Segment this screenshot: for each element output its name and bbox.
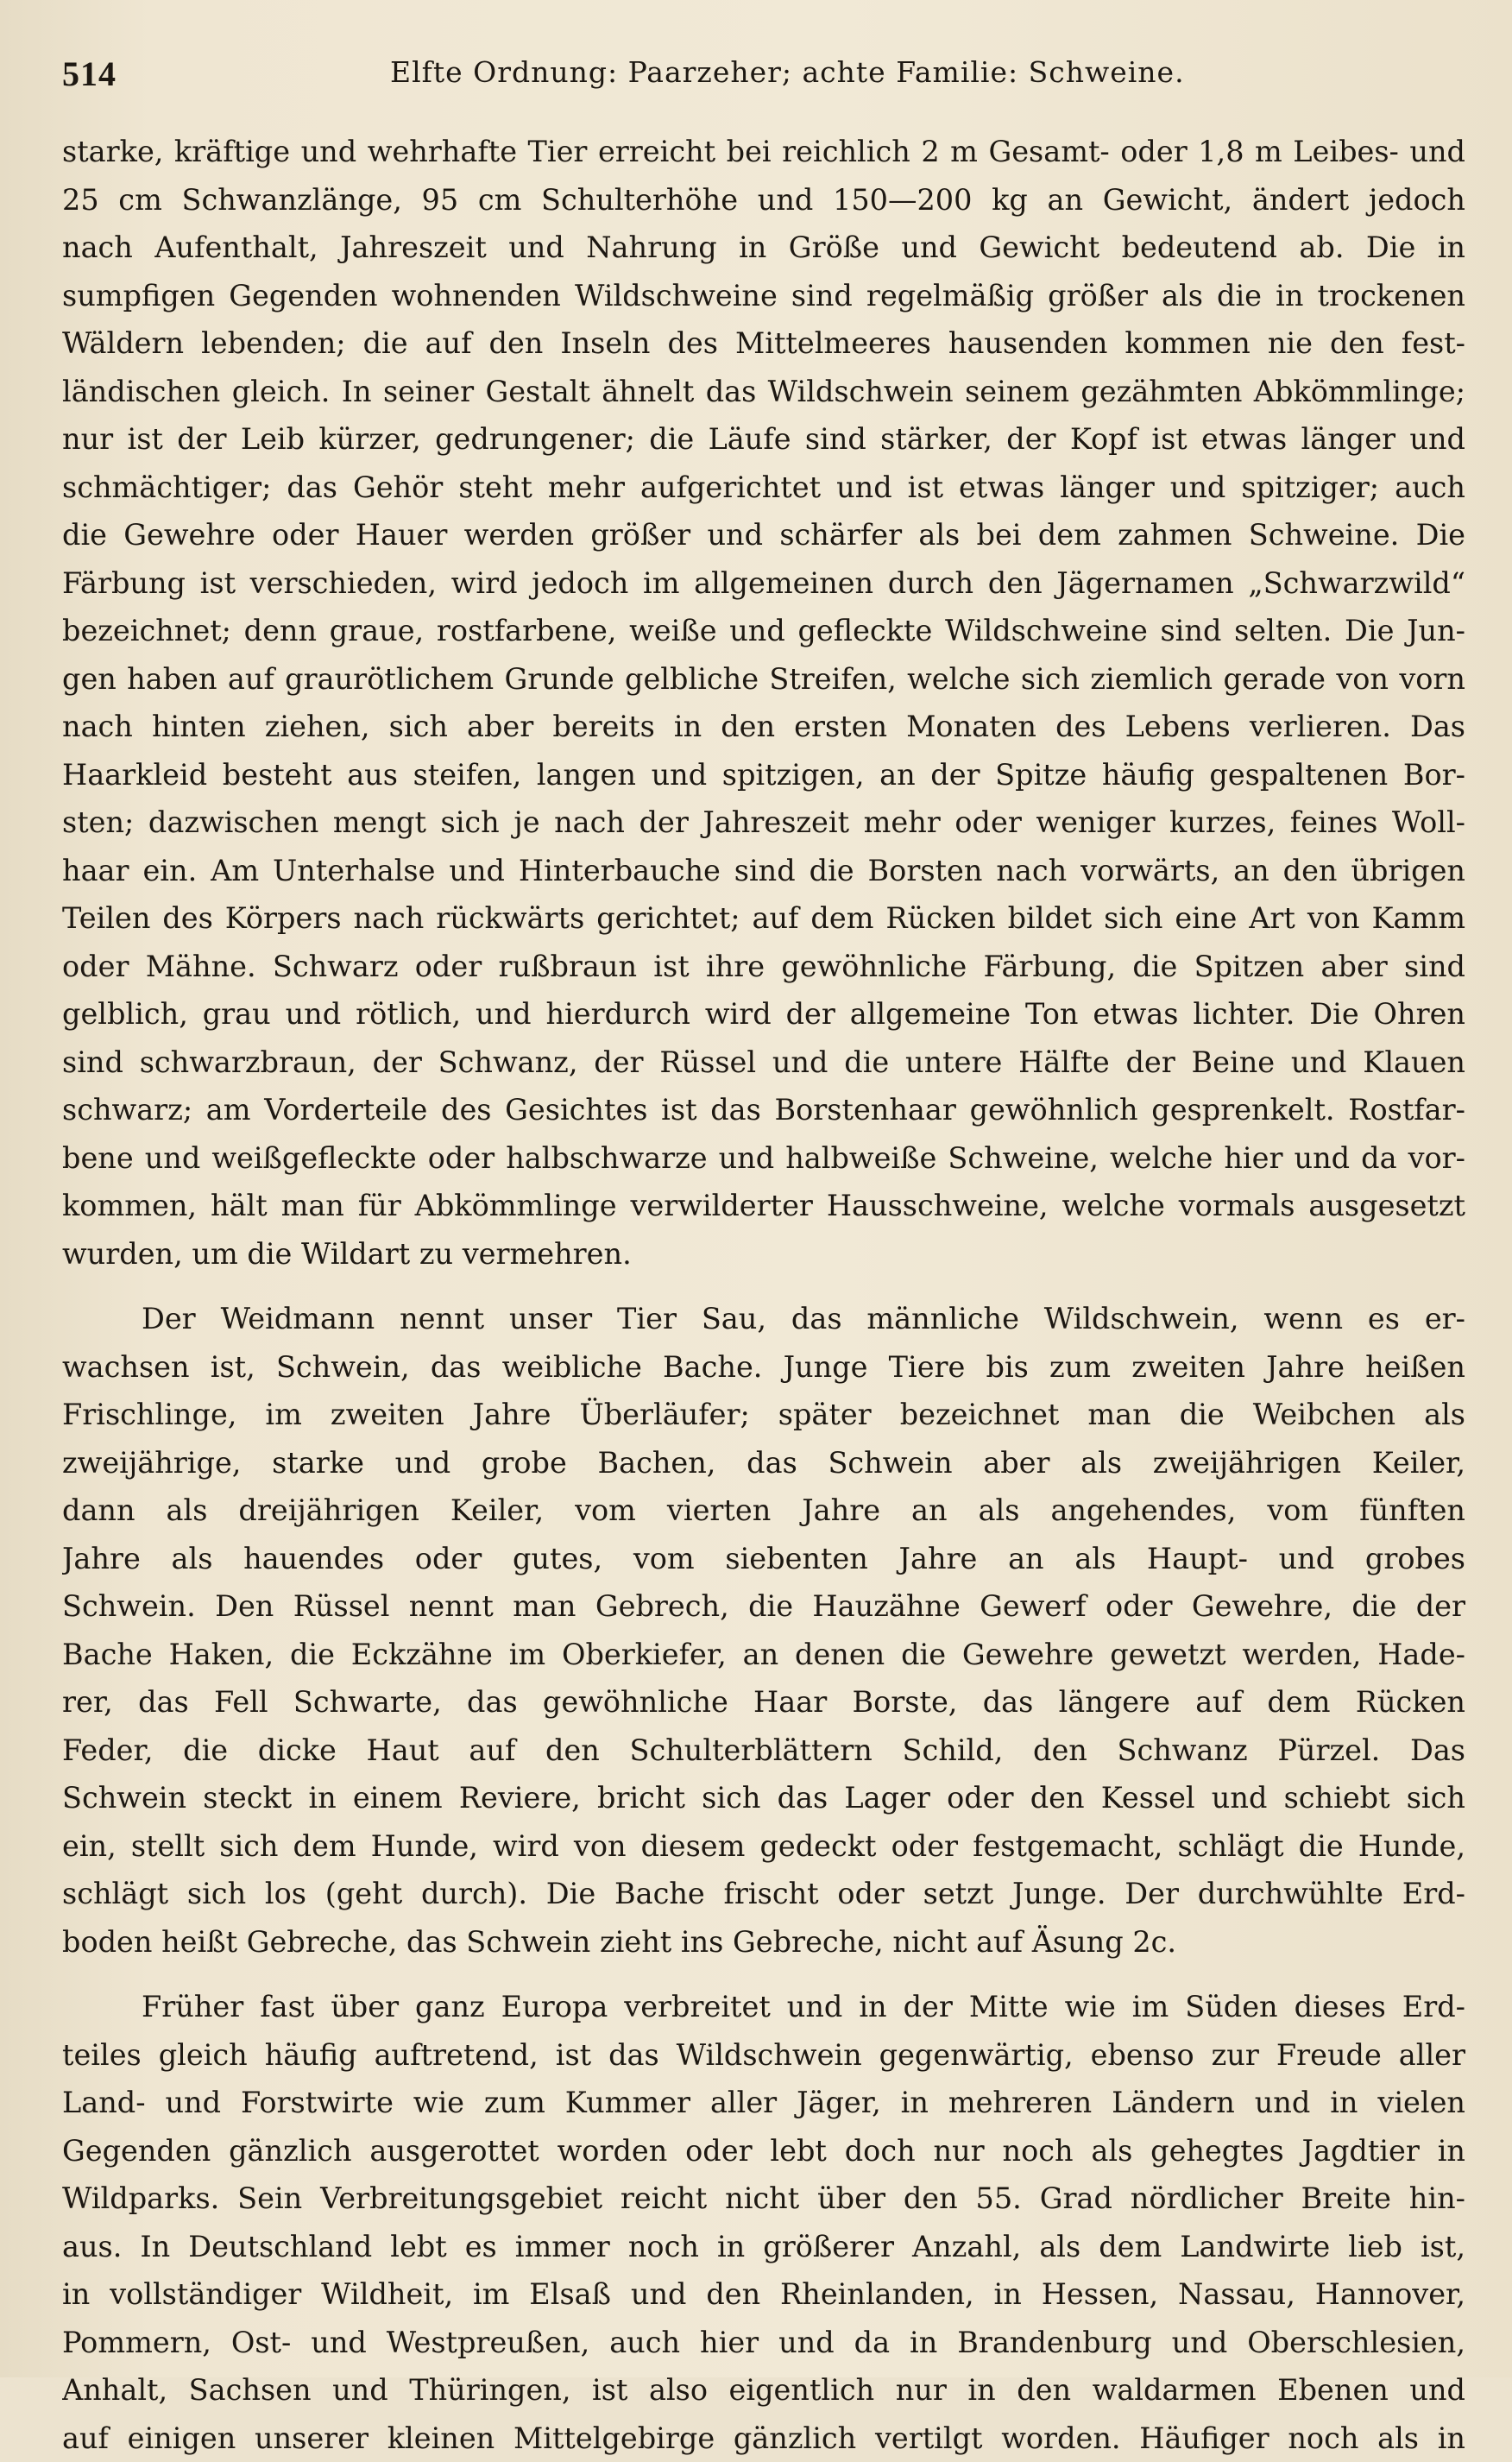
running-head: Elfte Ordnung: Paarzeher; achte Familie: Schweine. [390, 55, 1185, 89]
text-line: Wildparks. Sein Verbreitungsgebiet reicht nicht über den 55. Grad nördlicher Breite hin- [62, 2175, 1465, 2223]
text-line: Feder, die dicke Haut auf den Schulterblättern Schild, den Schwanz Pürzel. Das [62, 1727, 1465, 1775]
text-line: Bache Haken, die Eckzähne im Oberkiefer, an denen die Gewehre gewetzt werden, Hade- [62, 1631, 1465, 1679]
text-line: schlägt sich los (geht durch). Die Bache frischt oder setzt Junge. Der durchwühlte Erd- [62, 1870, 1465, 1918]
text-line: dann als dreijährigen Keiler, vom vierten Jahre an als angehendes, vom fünften [62, 1487, 1465, 1535]
text-line: Färbung ist verschieden, wird jedoch im allgemeinen durch den Jägernamen „Schwarzwild“ [62, 559, 1465, 608]
text-line: schmächtiger; das Gehör steht mehr aufgerichtet und ist etwas länger und spitziger; auch [62, 464, 1465, 512]
text-line: schwarz; am Vorderteile des Gesichtes ist das Borstenhaar gewöhnlich gesprenkelt. Rostfar- [62, 1086, 1465, 1134]
text-line: nach hinten ziehen, sich aber bereits in den ersten Monaten des Lebens verlieren. Das [62, 703, 1465, 751]
text-line: ein, stellt sich dem Hunde, wird von diesem gedeckt oder festgemacht, schlägt die Hunde, [62, 1822, 1465, 1871]
text-line: sten; dazwischen mengt sich je nach der Jahreszeit mehr oder weniger kurzes, feines Woll- [62, 799, 1465, 847]
text-line: gen haben auf graurötlichem Grunde gelbliche Streifen, welche sich ziemlich gerade von vorn [62, 655, 1465, 704]
text-line: zweijährige, starke und grobe Bachen, das Schwein aber als zweijährigen Keiler, [62, 1439, 1465, 1487]
text-line: bezeichnet; denn graue, rostfarbene, weiße und gefleckte Wildschweine sind selten. Die Jun- [62, 607, 1465, 655]
text-line: Pommern, Ost- und Westpreußen, auch hier und da in Brandenburg und Oberschlesien, [62, 2319, 1465, 2367]
text-line: Schwein. Den Rüssel nennt man Gebrech, die Hauzähne Gewerf oder Gewehre, die der [62, 1582, 1465, 1631]
text-line: Land- und Forstwirte wie zum Kummer aller Jäger, in mehreren Ländern und in vielen [62, 2079, 1465, 2127]
text-line: nach Aufenthalt, Jahreszeit und Nahrung in Größe und Gewicht bedeutend ab. Die in [62, 224, 1465, 272]
page-header [62, 54, 1460, 105]
text-line: Haarkleid besteht aus steifen, langen und spitzigen, an der Spitze häufig gespaltenen Bor- [62, 751, 1465, 799]
text-line: rer, das Fell Schwarte, das gewöhnliche Haar Borste, das längere auf dem Rücken [62, 1678, 1465, 1727]
text-line: nur ist der Leib kürzer, gedrungener; die Läufe sind stärker, der Kopf ist etwas länger und [62, 415, 1465, 464]
body-text [62, 128, 1465, 2462]
text-line: wurden, um die Wildart zu vermehren. [62, 1230, 1465, 1278]
text-line: Gegenden gänzlich ausgerottet worden oder lebt doch nur noch als gehegtes Jagdtier in [62, 2127, 1465, 2175]
text-line: aus. In Deutschland lebt es immer noch in größerer Anzahl, als dem Landwirte lieb ist, [62, 2223, 1465, 2271]
paragraph [62, 1983, 1465, 2462]
text-line: Schwein steckt in einem Reviere, bricht sich das Lager oder den Kessel und schiebt sich [62, 1774, 1465, 1822]
paragraph-gap [62, 1966, 1465, 1983]
text-line: auf einigen unserer kleinen Mittelgebirge gänzlich vertilgt worden. Häufiger noch als in [62, 2415, 1465, 2462]
text-line: Früher fast über ganz Europa verbreitet und in der Mitte wie im Süden dieses Erd- [62, 1983, 1465, 2031]
text-line: starke, kräftige und wehrhafte Tier erreicht bei reichlich 2 m Gesamt- oder 1,8 m Leibes- und [62, 128, 1465, 176]
text-line: ländischen gleich. In seiner Gestalt ähnelt das Wildschwein seinem gezähmten Abkömmlinge; [62, 368, 1465, 416]
text-line: Anhalt, Sachsen und Thüringen, ist also eigentlich nur in den waldarmen Ebenen und [62, 2366, 1465, 2415]
text-line: teiles gleich häufig auftretend, ist das Wildschwein gegenwärtig, ebenso zur Freude aller [62, 2031, 1465, 2080]
text-line: sumpfigen Gegenden wohnenden Wildschweine sind regelmäßig größer als die in trockenen [62, 272, 1465, 320]
text-line: bene und weißgefleckte oder halbschwarze und halbweiße Schweine, welche hier und da vor- [62, 1134, 1465, 1183]
paragraph [62, 1295, 1465, 1983]
text-line: Jahre als hauendes oder gutes, vom siebenten Jahre an als Haupt- und grobes [62, 1535, 1465, 1583]
text-line: 25 cm Schwanzlänge, 95 cm Schulterhöhe und 150—200 kg an Gewicht, ändert jedoch [62, 176, 1465, 224]
text-line: oder Mähne. Schwarz oder rußbraun ist ihre gewöhnliche Färbung, die Spitzen aber sind [62, 943, 1465, 991]
text-line: Frischlinge, im zweiten Jahre Überläufer; später bezeichnet man die Weibchen als [62, 1391, 1465, 1439]
text-line: Teilen des Körpers nach rückwärts gerichtet; auf dem Rücken bildet sich eine Art von Kamm [62, 894, 1465, 943]
text-line: kommen, hält man für Abkömmlinge verwilderter Hausschweine, welche vormals ausgesetzt [62, 1182, 1465, 1230]
text-line: wachsen ist, Schwein, das weibliche Bache. Junge Tiere bis zum zweiten Jahre heißen [62, 1343, 1465, 1392]
paragraph [62, 128, 1465, 1295]
paragraph-gap [62, 1278, 1465, 1295]
text-line: Der Weidmann nennt unser Tier Sau, das männliche Wildschwein, wenn es er- [62, 1295, 1465, 1343]
text-line: boden heißt Gebreche, das Schwein zieht ins Gebreche, nicht auf Äsung 2c. [62, 1918, 1465, 1966]
text-line: Wäldern lebenden; die auf den Inseln des Mittelmeeres hausenden kommen nie den fest- [62, 319, 1465, 368]
page-number: 514 [62, 54, 117, 94]
text-line: sind schwarzbraun, der Schwanz, der Rüssel und die untere Hälfte der Beine und Klauen [62, 1038, 1465, 1087]
text-line: in vollständiger Wildheit, im Elsaß und den Rheinlanden, in Hessen, Nassau, Hannover, [62, 2270, 1465, 2319]
text-line: die Gewehre oder Hauer werden größer und schärfer als bei dem zahmen Schweine. Die [62, 511, 1465, 559]
text-line: gelblich, grau und rötlich, und hierdurch wird der allgemeine Ton etwas lichter. Die Ohren [62, 990, 1465, 1038]
text-line: haar ein. Am Unterhalse und Hinterbauche sind die Borsten nach vorwärts, an den übrigen [62, 847, 1465, 895]
